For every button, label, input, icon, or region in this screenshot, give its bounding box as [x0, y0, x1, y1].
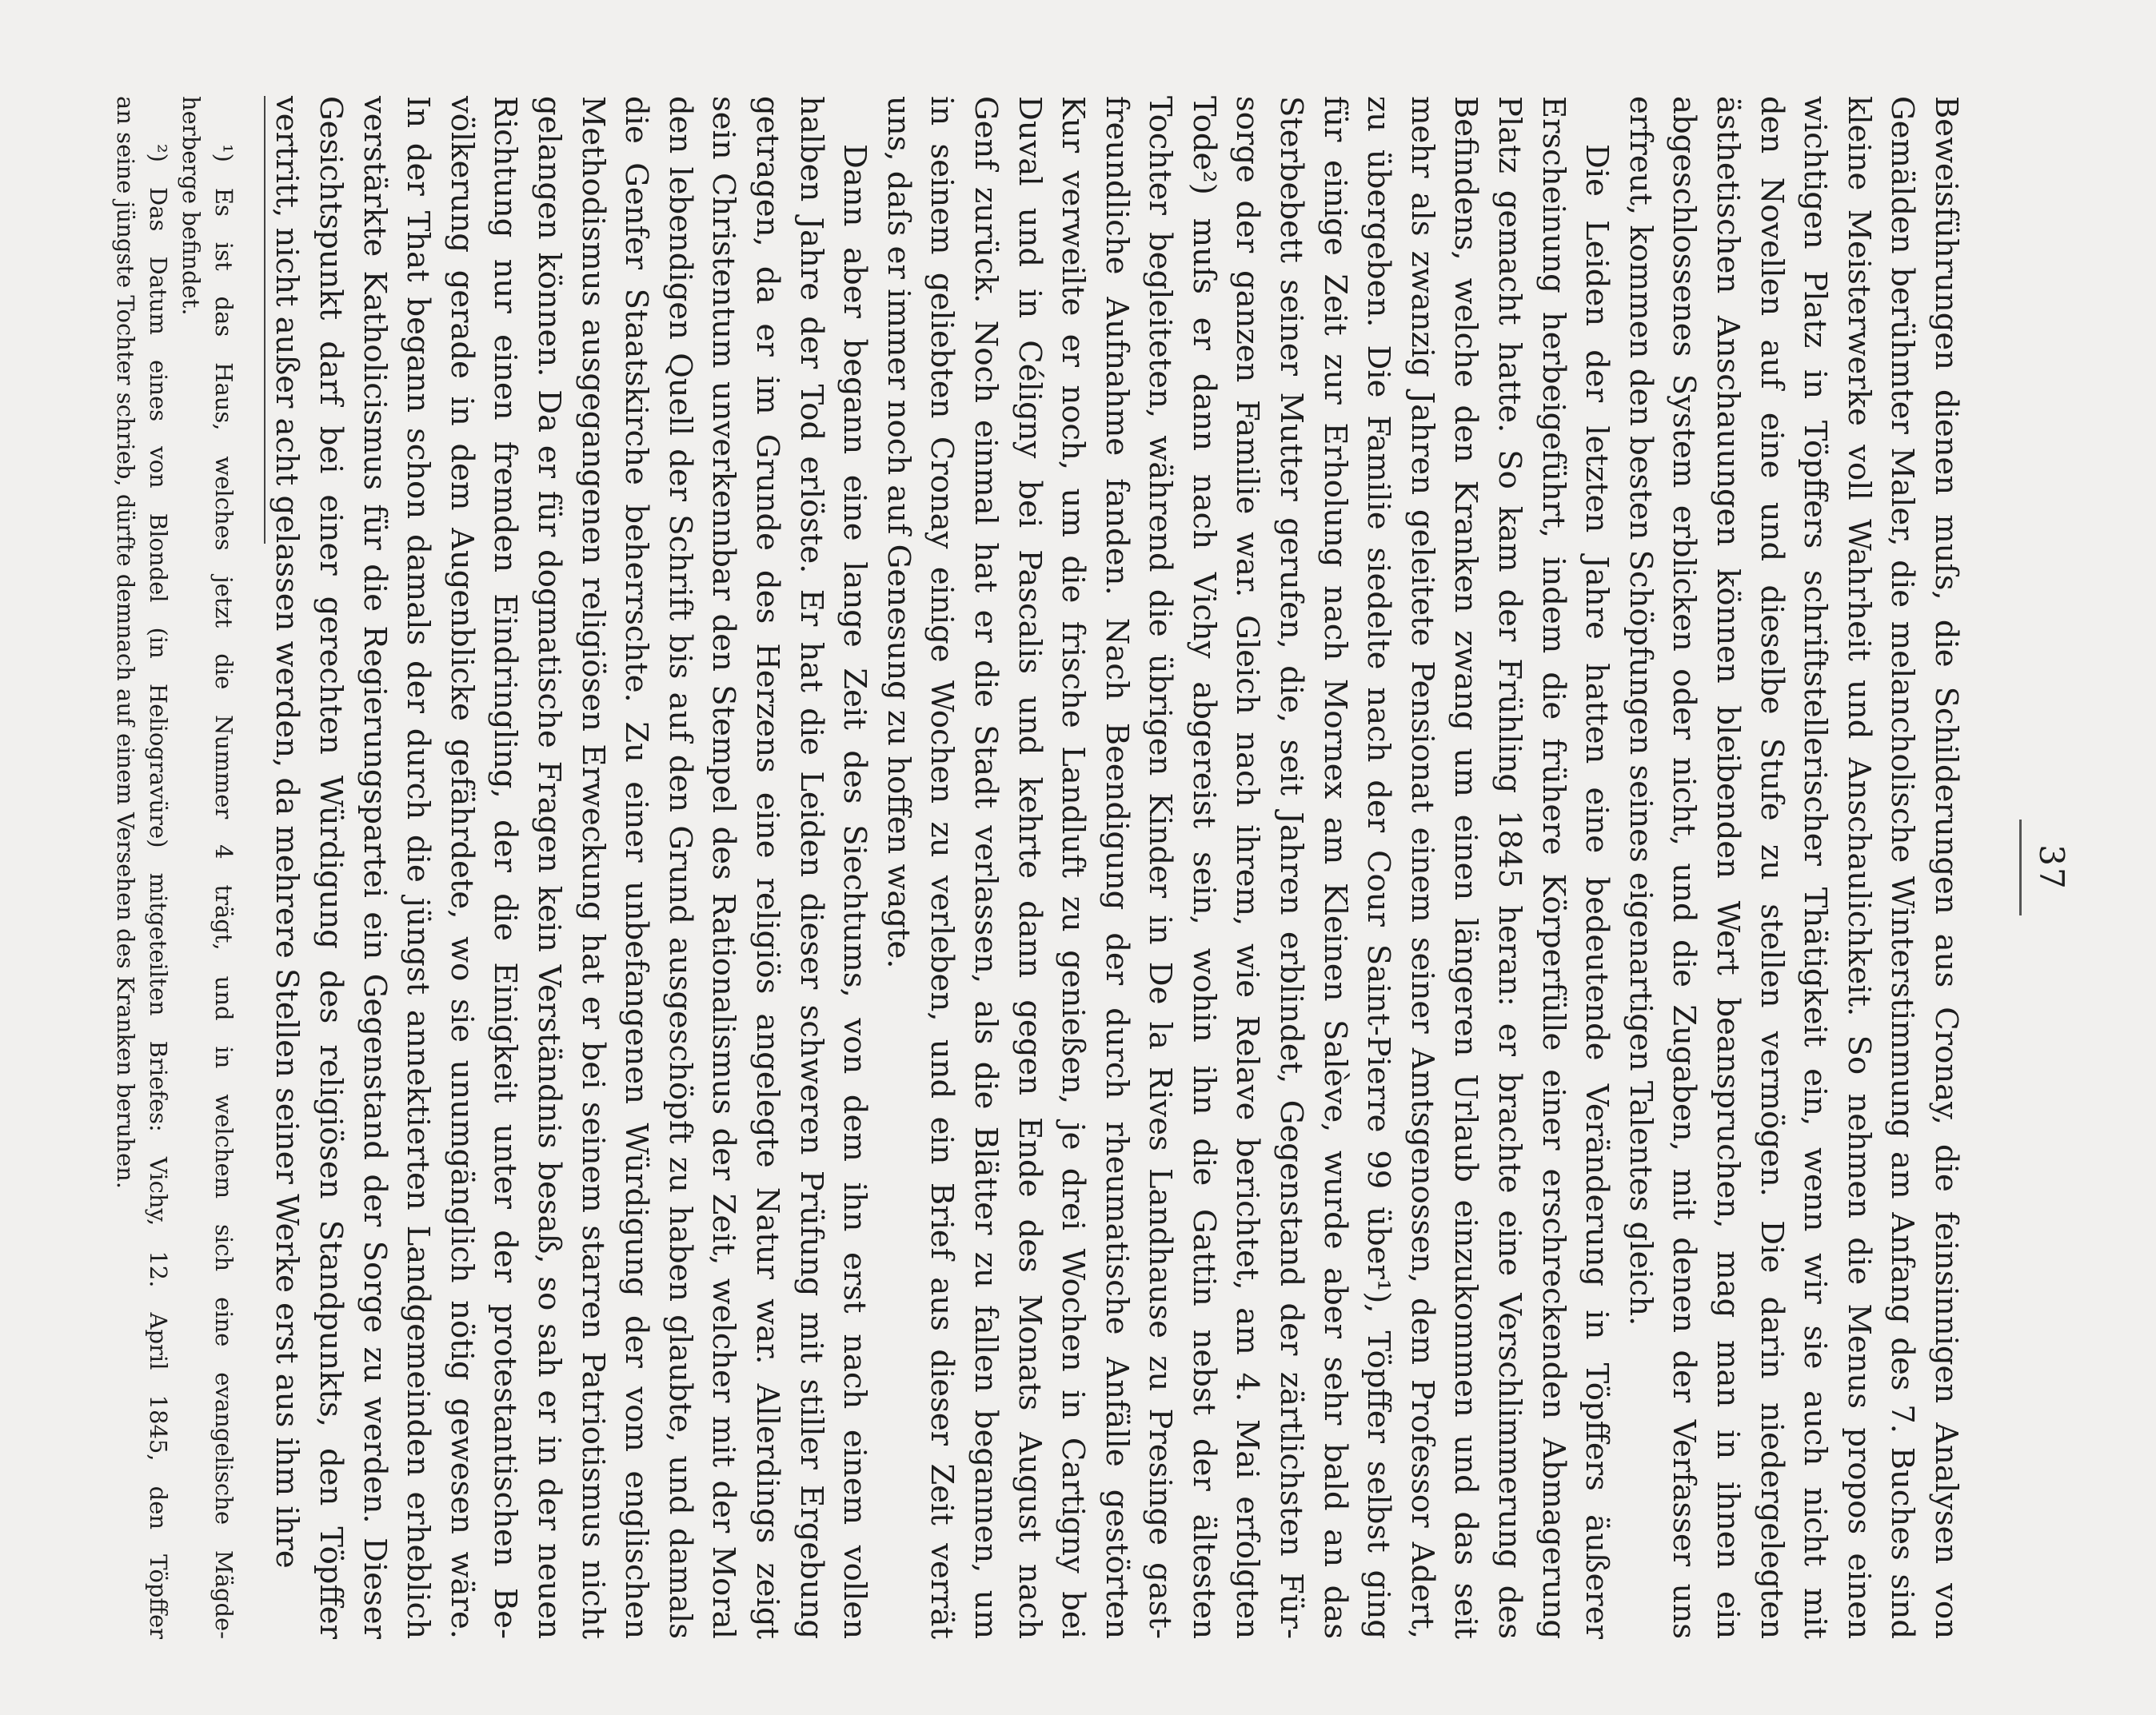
page-number-rule [2019, 820, 2022, 915]
text-line: sein Christentum unverkennbar den Stempel des Rationalismus der Zeit, welcher mit der Moral [705, 96, 742, 1639]
text-line: halben Jahre der Tod erlöste. Er hat die Leiden dieser schweren Prüfung mit stiller Ergebung [793, 96, 829, 1639]
text-line: gelangen können. Da er für dogmatische Fragen kein Verständnis besaß, so sah er in der neuen [531, 96, 567, 1639]
text-line: für einige Zeit zur Erholung nach Mornex am Kleinen Salève, wurde aber sehr bald an das [1316, 96, 1353, 1639]
text-line: Beweisführungen dienen muſs, die Schilderungen aus Cronay, die feinsinnigen Analysen von [1928, 96, 1964, 1639]
text-line: getragen, da er im Grunde des Herzens eine religiös angelegte Natur war. Allerdings zeigt [749, 96, 785, 1639]
paragraph [1618, 96, 1967, 1639]
footnotes [109, 96, 240, 1639]
text-line: Richtung nur einen fremden Eindringling, der die Einigkeit unter der protestantischen Be- [487, 96, 524, 1639]
footnote-line: ²) Das Datum eines von Blondel (in Heliogravüre) mitgeteilten Briefes: Vichy, 12. April 1845, den Töpffer [145, 144, 172, 1639]
text-line: Platz gemacht hatte. So kam der Frühling 1845 heran: er brachte eine Verschlimmerung des [1491, 96, 1528, 1639]
text-line: Methodismus ausgegangenen religiösen Erweckung hat er bei seinem starren Patriotismus nicht [574, 96, 611, 1639]
footnote-line: an seine jüngste Tochter schrieb, dürfte demnach auf einem Versehen des Kranken beruhen. [112, 96, 139, 1190]
footnote [109, 96, 174, 1639]
paragraph [876, 96, 1618, 1639]
footnote [174, 96, 240, 1639]
text-line: Die Leiden der letzten Jahre hatten eine bedeutende Veränderung in Töpffers äußerer [1579, 144, 1615, 1639]
text-line: freundliche Aufnahme fanden. Nach Beendigung der durch rheumatische Anfälle gestörten [1098, 96, 1135, 1639]
text-line: Gesichtspunkt darf bei einer gerechten Würdigung des religiösen Standpunkts, den Töpffer [313, 96, 349, 1639]
text-line: verstärkte Katholicismus für die Regierungspartei ein Gegenstand der Sorge zu werden. Dieser [356, 96, 393, 1639]
text-line: Sterbebett seiner Mutter gerufen, die, seit Jahren erblindet, Gegenstand der zärtlichsten Für- [1273, 96, 1310, 1639]
text-line: Gemälden berühmter Maler, die melancholische Winterstimmung am Anfang des 7. Buches sind [1884, 96, 1921, 1639]
text-line: in seinem geliebten Cronay einige Wochen zu verleben, und ein Brief aus dieser Zeit verrät [924, 96, 960, 1639]
text-line: Genf zurück. Noch einmal hat er die Stadt verlassen, als die Blätter zu fallen begannen, um [967, 96, 1004, 1639]
footnote-line: herberge befindet. [178, 96, 205, 316]
text-line: den Novellen auf eine und dieselbe Stufe zu stellen vermögen. Die darin niedergelegten [1753, 96, 1790, 1639]
text-line: die Genfer Staatskirche beherrschte. Zu einer unbefangenen Würdigung der vom englischen [618, 96, 655, 1639]
text-line: Befindens, welche den Kranken zwang um einen längeren Urlaub einzukommen und das seit [1447, 96, 1484, 1639]
page-number: 37 [2032, 844, 2071, 891]
text-line: Tochter begleiteten, während die übrigen Kinder in De la Rives Landhause zu Presinge gast- [1142, 96, 1179, 1639]
footnote-line: ¹) Es ist das Haus, welches jetzt die Nummer 4 trägt, und in welchem sich eine evangelische Mägde- [210, 144, 238, 1639]
book-page [0, 76, 2071, 1659]
text-line: Tode²) muſs er dann nach Vichy abgereist sein, wohin ihn die Gattin nebst der ältesten [1185, 96, 1222, 1639]
paragraph [265, 96, 876, 1639]
text-line: wichtigen Platz in Töpffers schriftstellerischer Thätigkeit ein, wenn wir sie auch nicht mit [1797, 96, 1834, 1639]
text-line: zu übergeben. Die Familie siedelte nach der Cour Saint-Pierre 99 über¹), Töpffer selbst ging [1360, 96, 1397, 1639]
text-line: In der That begann schon damals der durch die jüngst annektierten Landgemeinden erheblich [400, 96, 437, 1639]
text-line: sorge der ganzen Familie war. Gleich nach ihrem, wie Relave berichtet, am 4. Mai erfolgten [1229, 96, 1266, 1639]
text-line: Kur verweilte er noch, um die frische Landluft zu genießen, je drei Wochen in Cartigny bei [1055, 96, 1092, 1639]
footnote-rule [264, 96, 266, 544]
body-text [265, 96, 1967, 1639]
text-line: Dann aber begann eine lange Zeit des Siechtums, von dem ihn erst nach einem vollen [836, 144, 873, 1639]
text-line: völkerung gerade in dem Augenblicke gefährdete, wo sie unumgänglich nötig gewesen wäre. [443, 96, 480, 1639]
text-line: Erscheinung herbeigeführt, indem die frühere Körperfülle einer erschreckenden Abmagerung [1535, 96, 1571, 1639]
text-line: abgeschlossenes System erblicken oder nicht, und die Zugaben, mit denen der Verfasser uns [1666, 96, 1703, 1639]
text-line: Duval und in Céligny bei Pascalis und kehrte dann gegen Ende des Monats August nach [1011, 96, 1048, 1639]
text-line: erfreut, kommen den besten Schöpfungen seines eigenartigen Talentes gleich. [1622, 96, 1659, 1326]
text-line: mehr als zwanzig Jahren geleitete Pensionat einem seiner Amtsgenossen, dem Professor Adert, [1403, 96, 1440, 1639]
text-line: den lebendigen Quell der Schrift bis auf den Grund ausgeschöpft zu haben glaubte, und damals [661, 96, 698, 1639]
text-line: ästhetischen Anschauungen können bleibenden Wert beanspruchen, mag man in ihnen ein [1710, 96, 1747, 1639]
text-line: vertritt, nicht außer acht gelassen werden, da mehrere Stellen seiner Werke erst aus ihm ihre [269, 96, 305, 1569]
text-line: kleine Meisterwerke voll Wahrheit und Anschaulichkeit. So nehmen die Menus propos einen [1840, 96, 1877, 1639]
text-line: uns, daſs er immer noch auf Genesung zu hoffen wagte. [880, 96, 916, 969]
